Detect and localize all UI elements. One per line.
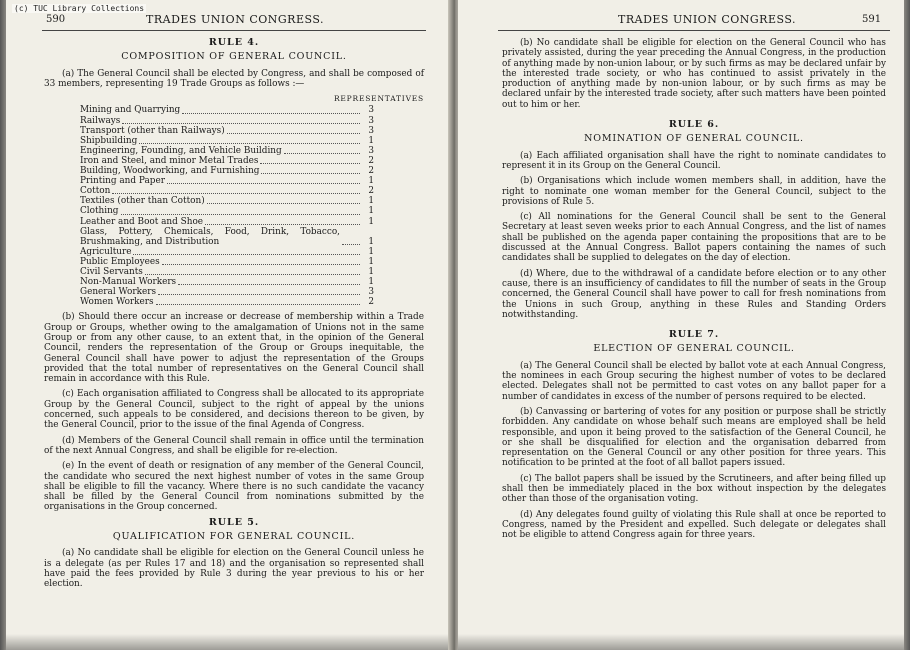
trade-group-reps: 1 <box>368 266 374 277</box>
trade-group-reps: 2 <box>368 155 374 166</box>
trade-group-reps: 2 <box>368 166 374 177</box>
rule-6-para-c: (c) All nominations for the General Council shall be sent to the General Secretary at least seven weeks prior to each Annual Congress, and the list of names shall be published on the agenda paper containing the propositions that are to be discussed at the Annual Congress. Ballot papers containing the names of such candidates shall be supplied to delegates on the day of election. <box>502 212 886 264</box>
trade-group-name: Textiles (other than Cotton) <box>80 196 205 207</box>
trade-group-row <box>80 206 374 216</box>
rule-7-para-c: (c) The ballot papers shall be issued by the Scrutineers, and after being filled up shall then be immediately placed in the box without inspection by the delegates other than those of the organisation voting. <box>502 473 886 505</box>
left-header-rule <box>42 30 426 31</box>
trade-groups-list <box>80 105 374 307</box>
trade-group-reps: 3 <box>368 287 374 298</box>
rule-6-para-a: (a) Each affiliated organisation shall have the right to nominate candidates to represent it in its Group on the General Council. <box>502 150 886 171</box>
trade-group-row <box>80 297 374 307</box>
trade-group-name: Women Workers <box>80 297 154 308</box>
trade-group-row <box>80 227 374 247</box>
trade-group-row <box>80 116 374 126</box>
rule-4-para-b: (b) Should there occur an increase or decrease of membership within a Trade Group or Groups, whether owing to the amalgamation of Unions not in the same Group or from any other cause, to an extent that, in the opinion of the General Council, renders the representation of the Group or Groups inequitable, the General Council shall have power to adjust the representation of the Groups provided that the total number of representatives on the General Council shall remain in accordance with this Rule. <box>44 312 424 385</box>
trade-group-name: Shipbuilding <box>80 135 138 146</box>
rule-6-para-b: (b) Organisations which include women members shall, in addition, have the right to nominate one woman member for the General Council, subject to the provisions of Rule 5. <box>502 176 886 207</box>
rule-4-para-d: (d) Members of the General Council shall remain in office until the termination of the next Annual Congress, and shall be eligible for re-election. <box>44 435 424 456</box>
rule-5-para-b: (b) No candidate shall be eligible for election on the General Council who has privately assisted, during the year preceding the Annual Congress, in the production of anything made by non-union labour, or by such firms as may be declared unfair by the interested trade society, or who has continued to assist privately in the production of anything made by non-union labour, or by such firms as may be declared unfair by the interested trade society, after such matters have been pointed out to him or her. <box>502 38 886 110</box>
trade-group-reps: 2 <box>368 297 374 308</box>
rule-7-title: RULE 7. <box>668 329 720 341</box>
trade-group-name: Railways <box>80 115 121 126</box>
rule-7-para-d: (d) Any delegates found guilty of violating this Rule shall at once be reported to Congress, named by the President and expelled. Such delegate or delegates shall not be eligible to attend Congress again for three years. <box>502 509 886 541</box>
rule-4-subtitle: COMPOSITION OF GENERAL COUNCIL. <box>121 51 347 63</box>
trade-group-name: Transport (other than Railways) <box>80 125 225 136</box>
trade-group-row <box>80 136 374 146</box>
left-running-head: TRADES UNION CONGRESS. <box>146 13 324 26</box>
rule-6-title: RULE 6. <box>668 119 720 131</box>
right-page <box>458 0 904 650</box>
rule-4-para-a: (a) The General Council shall be elected by Congress, and shall be composed of 33 members, representing 19 Trade Groups as follows :— <box>44 68 424 89</box>
right-header-rule <box>498 30 890 31</box>
rule-5-subtitle: QUALIFICATION FOR GENERAL COUNCIL. <box>112 531 356 542</box>
rule-4-para-c: (c) Each organisation affiliated to Congress shall be allocated to its appropriate Group by the General Council, subject to the right of appeal by the unions concerned, such appeals to be considered, and decisions thereon to be given, by the General Council, prior to the issue of the final Agenda of Congress. <box>44 389 424 431</box>
trade-group-reps: 3 <box>368 115 374 126</box>
left-page <box>6 0 454 650</box>
rule-7-para-b: (b) Canvassing or bartering of votes for any position or purpose shall be strictly forbidden. Any candidate on whose behalf such means are employed shall be held responsible, and upon it being proved to the satisfaction of the General Council, he or she shall be disqualified for election and the organisation debarred from representation on the General Council or any other position for three years. This notification to be printed at the foot of all ballot papers issued. <box>502 406 886 469</box>
trade-group-name: Printing and Paper <box>80 176 165 187</box>
trade-group-reps: 1 <box>368 277 374 288</box>
trade-group-row <box>80 267 374 277</box>
trade-group-name: Clothing <box>80 206 119 217</box>
trade-group-row <box>80 166 374 176</box>
trade-group-name: Mining and Quarrying <box>80 105 181 116</box>
trade-group-reps: 1 <box>368 256 374 267</box>
trade-group-name: Leather and Boot and Shoe <box>80 216 204 227</box>
rule-4-para-e: (e) In the event of death or resignation of any member of the General Council, the candidate who secured the next highest number of votes in the same Group shall be eligible to fill the vacancy. Where there is no such candidate the vacancy shall be filled by the General Council from nominations submitted by the organisations in the Group concerned. <box>44 461 424 513</box>
trade-group-name: Cotton <box>80 186 111 197</box>
trade-group-name: Building, Woodworking, and Furnishing <box>80 166 260 177</box>
rule-5-title: RULE 5. <box>208 516 260 528</box>
rule-7-para-a: (a) The General Council shall be elected by ballot vote at each Annual Congress, the nominees in each Group securing the highest number of votes to be declared elected. Delegates shall not be permitted to cast votes on any ballot paper for a number of candidates in excess of the number of persons required to be elected. <box>502 360 886 402</box>
trade-group-name: Agriculture <box>80 246 132 257</box>
trade-group-reps: 1 <box>368 176 374 187</box>
trade-group-reps: 1 <box>368 246 374 257</box>
rule-4-title: RULE 4. <box>208 37 260 48</box>
right-running-head: TRADES UNION CONGRESS. <box>618 13 796 26</box>
trade-group-row <box>80 105 374 115</box>
trade-group-reps: 1 <box>368 135 374 146</box>
trade-group-reps: 1 <box>368 216 374 227</box>
trade-group-row <box>80 287 374 297</box>
right-page-shadow <box>458 634 904 650</box>
right-page-number: 591 <box>862 14 882 25</box>
trade-group-row <box>80 247 374 257</box>
left-page-body <box>44 38 424 594</box>
trade-group-reps: 3 <box>368 105 374 116</box>
trade-group-row <box>80 156 374 166</box>
trade-group-name: Engineering, Founding, and Vehicle Building <box>80 145 282 156</box>
trade-group-name: General Workers <box>80 287 157 298</box>
rule-7-subtitle: ELECTION OF GENERAL COUNCIL. <box>593 343 795 355</box>
trade-group-row <box>80 196 374 206</box>
trade-group-name: Iron and Steel, and minor Metal Trades <box>80 155 259 166</box>
trade-group-name: Public Employees <box>80 256 160 267</box>
trade-group-row <box>80 176 374 186</box>
rule-6-subtitle: NOMINATION OF GENERAL COUNCIL. <box>584 133 804 145</box>
trade-group-name: Non-Manual Workers <box>80 277 177 288</box>
right-page-body <box>502 38 886 545</box>
trade-group-reps: 3 <box>368 145 374 156</box>
trade-group-reps: 1 <box>368 196 374 207</box>
watermark-label: (c) TUC Library Collections <box>14 4 145 13</box>
trade-group-reps: 1 <box>368 236 374 247</box>
trade-group-row <box>80 126 374 136</box>
rule-5-para-a: (a) No candidate shall be eligible for election on the General Council unless he is a delegate (as per Rules 17 and 18) and the organisation so represented shall have paid the fees provided by Rule 3 during the year previous to his or her election. <box>44 548 424 590</box>
representatives-column-header: REPRESENTATIVES <box>333 94 424 104</box>
trade-group-name: Civil Servants <box>80 266 143 277</box>
trade-group-row <box>80 186 374 196</box>
trade-group-reps: 1 <box>368 206 374 217</box>
trade-group-row <box>80 277 374 287</box>
trade-group-reps: 3 <box>368 125 374 136</box>
trade-group-row <box>80 217 374 227</box>
rule-6-para-d: (d) Where, due to the withdrawal of a candidate before election or to any other cause, there is an insufficiency of candidates to fill the number of seats in the Group concerned, the General Council shall have power to call for fresh nominations from the Unions in such Group, anything in these Rules and Standing Orders notwithstanding. <box>502 268 886 320</box>
left-page-number: 590 <box>46 14 66 25</box>
left-page-shadow <box>6 634 454 650</box>
trade-group-reps: 2 <box>368 186 374 197</box>
trade-group-row <box>80 257 374 267</box>
trade-group-row <box>80 146 374 156</box>
trade-group-name: Glass, Pottery, Chemicals, Food, Drink, Tobacco, Brushmaking, and Distribution <box>80 226 340 247</box>
